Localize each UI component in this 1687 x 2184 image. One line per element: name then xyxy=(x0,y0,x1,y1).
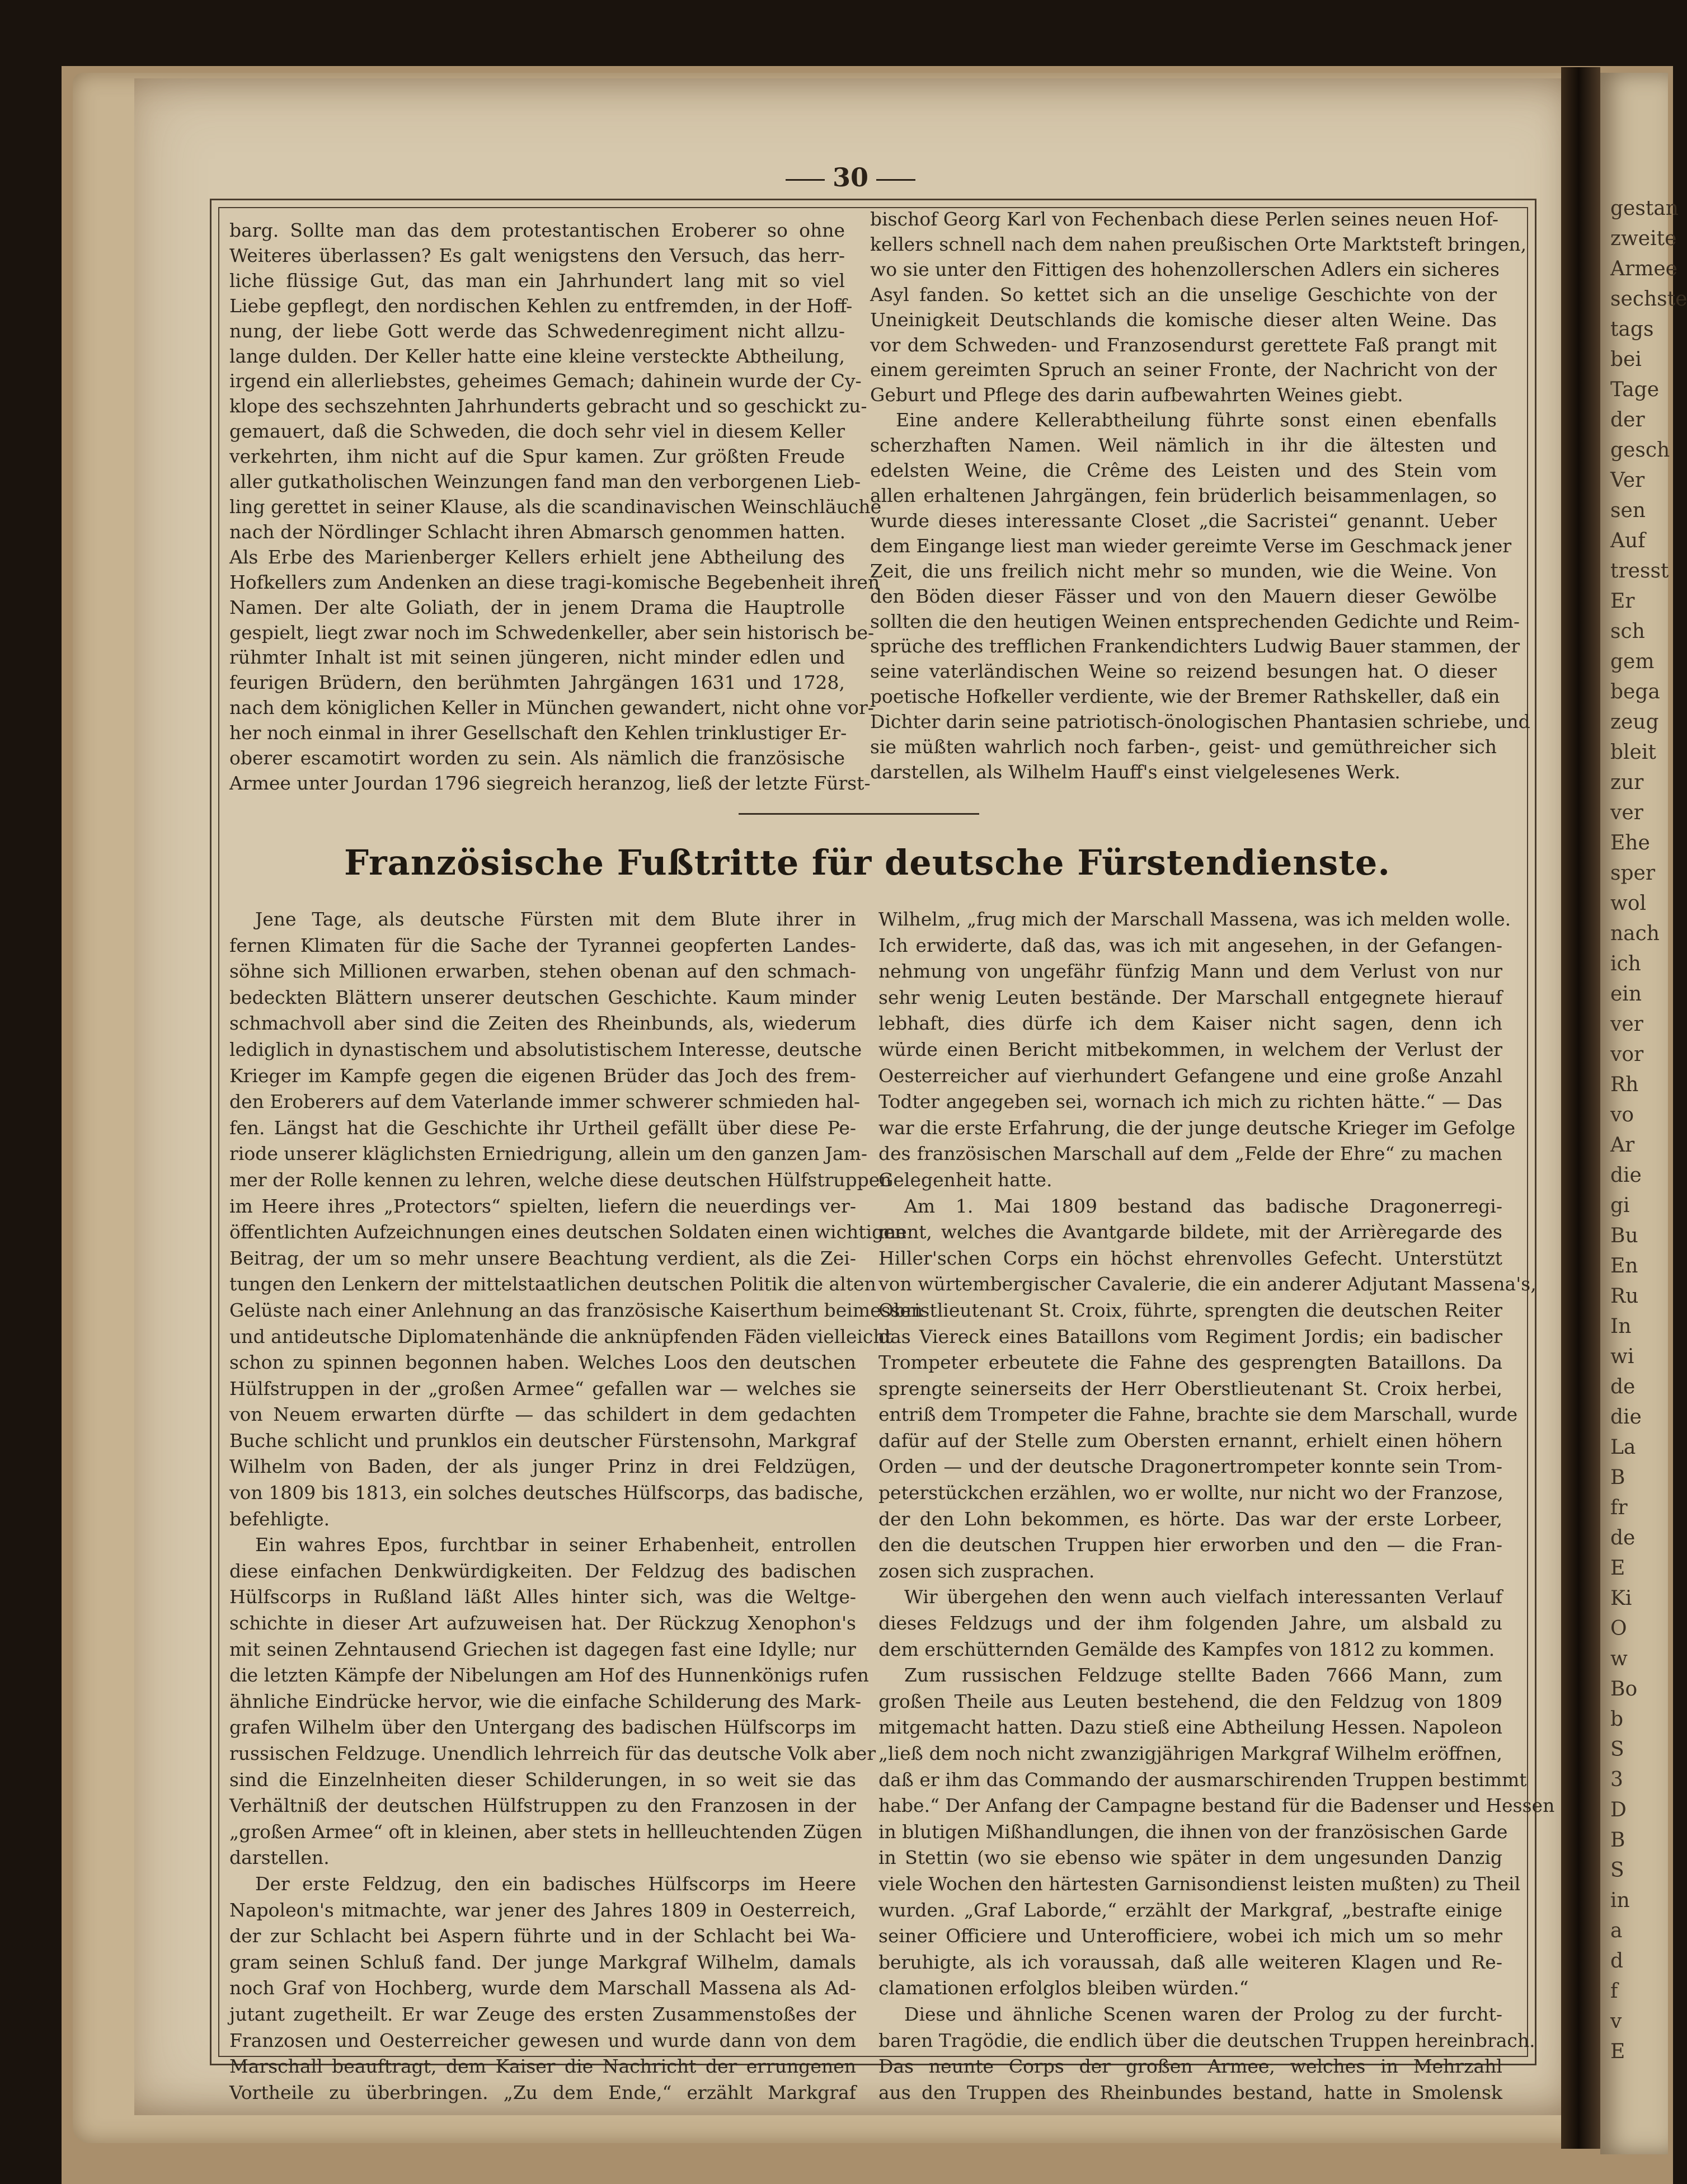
text-line: wo sie unter den Fittigen des hohenzollerschen Adlers ein sicheres xyxy=(870,258,1500,280)
text-line: aller gutkatholischen Weinzungen fand man den verborgenen Lieb- xyxy=(229,471,861,493)
text-line: clamationen erfolglos bleiben würden.“ xyxy=(878,1977,1249,1999)
text-line: Oesterreicher auf vierhundert Gefangene und eine große Anzahl xyxy=(878,1064,1502,1087)
text-line: der zur Schlacht bei Aspern führte und in der Schlacht bei Wa- xyxy=(229,1925,856,1947)
text-line: Als Erbe des Marienberger Kellers erhielt jene Abtheilung des xyxy=(229,546,845,568)
facing-page-word: O xyxy=(1610,1617,1627,1640)
text-line: russischen Feldzuge. Unendlich lehrreich für das deutsche Volk aber xyxy=(229,1742,876,1764)
facing-page-word: Tage xyxy=(1610,378,1660,401)
text-line: sprüche des trefflichen Frankendichters Ludwig Bauer stammen, der xyxy=(870,635,1520,657)
text-line: Obristlieutenant St. Croix, führte, sprengten die deutschen Reiter xyxy=(878,1299,1502,1321)
facing-page-word: D xyxy=(1610,1798,1627,1821)
upper-left-column xyxy=(229,218,882,796)
text-line: Armee unter Jourdan 1796 siegreich heranzog, ließ der letzte Fürst- xyxy=(229,772,871,794)
facing-page-word: En xyxy=(1610,1255,1638,1277)
facing-page-word: Ar xyxy=(1610,1134,1635,1157)
text-line: gemauert, daß die Schweden, die doch sehr viel in diesem Keller xyxy=(229,420,845,443)
text-line: seine vaterländischen Weine so reizend besungen hat. O dieser xyxy=(870,660,1497,683)
text-line: sollten die den heutigen Weinen entsprechenden Gedichte und Reim- xyxy=(870,610,1520,632)
text-line: und antideutsche Diplomatenhände die anknüpfenden Fäden vielleicht xyxy=(229,1325,892,1347)
lower-right-column xyxy=(878,907,1555,2106)
text-line: scherzhaften Namen. Weil nämlich in ihr die ältesten und xyxy=(870,434,1497,457)
text-line: viele Wochen den härtesten Garnisondienst leisten mußten) zu Theil xyxy=(878,1872,1521,1895)
facing-page-word: ich xyxy=(1610,952,1641,975)
facing-page-word: die xyxy=(1610,1164,1642,1187)
facing-page-word: bega xyxy=(1610,680,1660,703)
facing-page-word: S xyxy=(1610,1738,1624,1761)
text-line: Der erste Feldzug, den ein badisches Hülfscorps im Heere xyxy=(255,1872,856,1895)
text-line: nehmung von ungefähr fünfzig Mann und dem Verlust von nur xyxy=(878,960,1502,983)
facing-page-word: Armee xyxy=(1610,257,1677,280)
facing-page-word: nach xyxy=(1610,922,1660,945)
text-line: schon zu spinnen begonnen haben. Welches Loos den deutschen xyxy=(229,1351,856,1374)
text-line: beruhigte, als ich voraussah, daß alle weiteren Klagen und Re- xyxy=(878,1951,1502,1973)
text-line: barg. Sollte man das dem protestantischen Eroberer so ohne xyxy=(229,219,845,241)
text-line: aus den Truppen des Rheinbundes bestand, hatte in Smolensk xyxy=(878,2081,1502,2103)
facing-page-word: B xyxy=(1610,1829,1625,1852)
facing-page-word: b xyxy=(1610,1708,1624,1731)
text-line: Liebe gepflegt, den nordischen Kehlen zu entfremden, in der Hoff- xyxy=(229,294,853,317)
text-line: Wilhelm von Baden, der als junger Prinz in drei Feldzügen, xyxy=(229,1455,856,1478)
facing-page-word: S xyxy=(1610,1859,1624,1882)
text-line: söhne sich Millionen erwarben, stehen obenan auf den schmach- xyxy=(229,960,856,983)
facing-page-word: 3 xyxy=(1610,1768,1623,1791)
text-line: der den Lohn bekommen, es hörte. Das war der erste Lorbeer, xyxy=(878,1507,1502,1530)
facing-page-word: Ver xyxy=(1610,469,1645,492)
text-line: Verhältniß der deutschen Hülfstruppen zu den Franzosen in der xyxy=(229,1795,856,1817)
text-line: mitgemacht hatten. Dazu stieß eine Abtheilung Hessen. Napoleon xyxy=(878,1716,1502,1739)
text-line: lange dulden. Der Keller hatte eine kleine versteckte Abtheilung, xyxy=(229,345,845,367)
text-line: Hülfscorps in Rußland läßt Alles hinter sich, was die Weltge- xyxy=(229,1586,856,1608)
text-line: allen erhaltenen Jahrgängen, fein brüderlich beisammenlagen, so xyxy=(870,484,1497,506)
text-line: bischof Georg Karl von Fechenbach diese Perlen seines neuen Hof- xyxy=(870,208,1499,230)
facing-page-word: E xyxy=(1610,2040,1625,2063)
text-line: Ein wahres Epos, furchtbar in seiner Erhabenheit, entrollen xyxy=(255,1534,856,1556)
facing-page-word: In xyxy=(1610,1315,1632,1338)
text-line: von 1809 bis 1813, ein solches deutsches Hülfscorps, das badische, xyxy=(229,1482,864,1504)
text-line: Asyl fanden. So kettet sich an die unselige Geschichte von der xyxy=(870,283,1497,306)
article-title: Französische Fußtritte für deutsche Fürstendienste. xyxy=(344,842,1390,883)
facing-page-word: sen xyxy=(1610,499,1646,522)
text-line: „ließ dem noch nicht zwanzigjährigen Markgraf Wilhelm eröffnen, xyxy=(878,1742,1502,1764)
facing-page-word: sper xyxy=(1610,862,1656,885)
text-line: Trompeter erbeutete die Fahne des gesprengten Bataillons. Da xyxy=(878,1351,1502,1374)
text-line: liche flüssige Gut, das man ein Jahrhundert lang mit so viel xyxy=(229,269,845,292)
text-line: bedeckten Blättern unserer deutschen Geschichte. Kaum minder xyxy=(229,986,856,1008)
text-line: von Neuem erwarten dürfte — das schildert in dem gedachten xyxy=(229,1403,856,1426)
text-line: Am 1. Mai 1809 bestand das badische Dragonerregi- xyxy=(904,1195,1502,1217)
facing-page-word: gem xyxy=(1610,650,1655,673)
upper-right-column xyxy=(870,207,1530,785)
text-line: grafen Wilhelm über den Untergang des badischen Hülfscorps im xyxy=(229,1716,856,1739)
text-line: gram seinen Schluß fand. Der junge Markgraf Wilhelm, damals xyxy=(229,1951,856,1973)
text-line: würde einen Bericht mitbekommen, in welchem der Verlust der xyxy=(878,1038,1502,1060)
text-line: wurden. „Graf Laborde,“ erzählt der Markgraf, „bestrafte einige xyxy=(878,1899,1502,1921)
text-line: rühmter Inhalt ist mit seinen jüngeren, nicht minder edlen und xyxy=(229,646,845,669)
text-line: Namen. Der alte Goliath, der in jenem Drama die Hauptrolle xyxy=(229,596,845,618)
text-line: darstellen, als Wilhelm Hauff's einst vielgelesenes Werk. xyxy=(870,760,1401,783)
text-line: diese einfachen Denkwürdigkeiten. Der Feldzug des badischen xyxy=(229,1560,856,1582)
text-line: baren Tragödie, die endlich über die deutschen Truppen hereinbrach. xyxy=(878,2029,1535,2051)
facing-page-word: tresst xyxy=(1610,560,1669,583)
text-line: den Eroberers auf dem Vaterlande immer schwerer schmieden hal- xyxy=(229,1091,861,1113)
text-line: nung, der liebe Gott werde das Schwedenregiment nicht allzu- xyxy=(229,320,845,342)
text-line: Ich erwiderte, daß das, was ich mit angesehen, in der Gefangen- xyxy=(878,934,1502,956)
facing-page-word: Ehe xyxy=(1610,832,1650,854)
text-line: ähnliche Eindrücke hervor, wie die einfache Schilderung des Mark- xyxy=(229,1690,862,1712)
text-line: sie müßten wahrlich noch farben-, geist- und gemüthreicher sich xyxy=(870,736,1497,758)
text-line: schichte in dieser Art aufzuweisen hat. Der Rückzug Xenophon's xyxy=(229,1612,856,1635)
text-line: entriß dem Trompeter die Fahne, brachte sie dem Marschall, wurde xyxy=(878,1403,1518,1426)
facing-page-word: Ki xyxy=(1610,1587,1632,1610)
facing-page-word: sechste xyxy=(1610,288,1687,311)
text-line: dem erschütternden Gemälde des Kampfes von 1812 zu kommen. xyxy=(878,1638,1495,1660)
text-line: befehligte. xyxy=(229,1507,330,1530)
text-line: dieses Feldzugs und der ihm folgenden Jahre, um alsbald zu xyxy=(878,1612,1502,1635)
text-line: im Heere ihres „Protectors“ spielten, liefern die neuerdings ver- xyxy=(229,1195,856,1217)
facing-page-word: wi xyxy=(1610,1345,1634,1368)
facing-page-word: de xyxy=(1610,1375,1636,1398)
facing-page-word: B xyxy=(1610,1466,1625,1489)
text-line: fernen Klimaten für die Sache der Tyrannei geopferten Landes- xyxy=(229,934,856,956)
facing-page-word: Ru xyxy=(1610,1285,1639,1308)
facing-page-word: tags xyxy=(1610,318,1654,341)
text-line: klope des sechszehnten Jahrhunderts gebracht und so geschickt zu- xyxy=(229,395,867,417)
text-line: Gelüste nach einer Anlehnung an das französische Kaiserthum beimessen xyxy=(229,1299,923,1321)
facing-page-word: in xyxy=(1610,1889,1630,1912)
facing-page-word: vor xyxy=(1610,1043,1644,1066)
text-line: den Böden dieser Fässer und von den Mauern dieser Gewölbe xyxy=(870,585,1497,607)
text-line: Orden — und der deutsche Dragonertrompeter konnte sein Trom- xyxy=(878,1455,1502,1478)
text-line: Zeit, die uns freilich nicht mehr so munden, wie die Weine. Von xyxy=(870,560,1497,582)
text-line: Todter angegeben sei, wornach ich mich zu richten hätte.“ — Das xyxy=(878,1091,1502,1113)
text-line: Weiteres überlassen? Es galt wenigstens den Versuch, das herr- xyxy=(229,244,845,266)
facing-page-word: Bo xyxy=(1610,1678,1638,1701)
lower-left-column xyxy=(229,907,923,2106)
text-line: irgend ein allerliebstes, geheimes Gemach; dahinein wurde der Cy- xyxy=(229,370,862,392)
facing-page-word: die xyxy=(1610,1406,1642,1429)
text-line: edelsten Weine, die Crême des Leisten und des Stein vom xyxy=(870,459,1497,482)
text-line: Vortheile zu überbringen. „Zu dem Ende,“ erzählt Markgraf xyxy=(229,2081,856,2103)
text-line: Diese und ähnliche Scenen waren der Prolog zu der furcht- xyxy=(904,2003,1502,2025)
facing-page-word: Bu xyxy=(1610,1224,1638,1247)
text-line: die letzten Kämpfe der Nibelungen am Hof des Hunnenkönigs rufen xyxy=(229,1664,869,1687)
facing-page-word: vo xyxy=(1610,1103,1634,1126)
text-line: lediglich in dynastischem und absolutistischem Interesse, deutsche xyxy=(229,1038,862,1060)
text-line: vor dem Schweden- und Franzosendurst gerettete Faß prangt mit xyxy=(870,334,1497,356)
text-line: Jene Tage, als deutsche Fürsten mit dem Blute ihrer in xyxy=(255,908,856,930)
text-line: noch Graf von Hochberg, wurde dem Marschall Massena als Ad- xyxy=(229,1977,856,1999)
facing-page-word: fr xyxy=(1610,1496,1628,1519)
text-line: ling gerettet in seiner Klause, als die scandinavischen Weinschläuche xyxy=(229,495,882,518)
facing-page-word: Auf xyxy=(1610,529,1646,552)
text-line: „großen Armee“ oft in kleinen, aber stets in hellleuchtenden Zügen xyxy=(229,1820,863,1843)
text-line: sind die Einzelnheiten dieser Schilderungen, in so weit sie das xyxy=(229,1768,856,1791)
facing-page-word: ver xyxy=(1610,1013,1643,1036)
facing-page-word: E xyxy=(1610,1557,1625,1580)
text-line: Dichter darin seine patriotisch-önologischen Phantasien schriebe, und xyxy=(870,711,1530,733)
text-line: seiner Officiere und Unterofficiere, wobei ich mich um so mehr xyxy=(878,1925,1502,1947)
text-line: Franzosen und Oesterreicher gewesen und wurde dann von dem xyxy=(229,2029,856,2051)
text-line: verkehrten, ihm nicht auf die Spur kamen. Zur größten Freude xyxy=(229,445,845,468)
text-line: Krieger im Kampfe gegen die eigenen Brüder das Joch des frem- xyxy=(229,1064,856,1087)
facing-page-word: zeug xyxy=(1610,711,1659,734)
facing-page-word: La xyxy=(1610,1436,1636,1459)
text-line: riode unserer kläglichsten Erniedrigung, allein um den ganzen Jam- xyxy=(229,1143,868,1165)
facing-page-word: zur xyxy=(1610,771,1644,794)
facing-page-word: f xyxy=(1610,1980,1618,2003)
page-number: 30 xyxy=(767,162,934,196)
text-line: kellers schnell nach dem nahen preußischen Orte Marktsteft bringen, xyxy=(870,233,1527,255)
text-line: den die deutschen Truppen hier erworben und den — die Fran- xyxy=(878,1534,1502,1556)
text-line: einem gereimten Spruch an seiner Fronte, der Nachricht von der xyxy=(870,359,1497,381)
text-line: Wir übergehen den wenn auch vielfach interessanten Verlauf xyxy=(904,1586,1502,1608)
text-line: Uneinigkeit Deutschlands die komische dieser alten Weine. Das xyxy=(870,308,1497,331)
text-line: wurde dieses interessante Closet „die Sacristei“ genannt. Ueber xyxy=(870,509,1497,532)
text-line: Beitrag, der um so mehr unsere Beachtung verdient, als die Zei- xyxy=(229,1247,856,1269)
text-line: großen Theile aus Leuten bestehend, die den Feldzug von 1809 xyxy=(878,1690,1502,1712)
facing-page-word: ein xyxy=(1610,983,1642,1006)
facing-page-word: sch xyxy=(1610,620,1645,643)
text-line: her noch einmal in ihrer Gesellschaft den Kehlen trinklustiger Er- xyxy=(229,722,847,744)
facing-page-word: Er xyxy=(1610,590,1635,613)
text-line: peterstückchen erzählen, wo er wollte, nur nicht wo der Franzose, xyxy=(878,1482,1503,1504)
text-line: war die erste Erfahrung, die der junge deutsche Krieger im Gefolge xyxy=(878,1116,1516,1139)
text-line: Hülfstruppen in der „großen Armee“ gefallen war — welches sie xyxy=(229,1377,856,1399)
facing-page-fragment xyxy=(1600,73,1687,2154)
facing-page-word: ver xyxy=(1610,801,1643,824)
text-line: dafür auf der Stelle zum Obersten ernannt, erhielt einen höhern xyxy=(878,1429,1502,1452)
text-line: nach dem königlichen Keller in München gewandert, nicht ohne vor- xyxy=(229,697,874,719)
text-line: jutant zugetheilt. Er war Zeuge des ersten Zusammenstoßes der xyxy=(229,2003,856,2025)
facing-page-word: gesch xyxy=(1610,439,1670,462)
facing-page-word: zweite xyxy=(1610,227,1677,250)
text-line: Eine andere Kellerabtheilung führte sonst einen ebenfalls xyxy=(896,409,1497,431)
text-line: darstellen. xyxy=(229,1847,330,1869)
text-line: tungen den Lenkern der mittelstaatlichen deutschen Politik die alten xyxy=(229,1273,876,1295)
text-line: oberer escamotirt worden zu sein. Als nämlich die französische xyxy=(229,747,845,769)
text-line: habe.“ Der Anfang der Campagne bestand für die Badenser und Hessen xyxy=(878,1795,1555,1817)
text-line: gespielt, liegt zwar noch im Schwedenkeller, aber sein historisch be- xyxy=(229,621,875,644)
facing-page-word: a xyxy=(1610,1919,1623,1942)
text-line: dem Eingange liest man wieder gereimte Verse im Geschmack jener xyxy=(870,534,1512,557)
text-line: mer der Rolle kennen zu lehren, welche diese deutschen Hülfstruppen xyxy=(229,1168,892,1191)
text-line: schmachvoll aber sind die Zeiten des Rheinbunds, als, wiederum xyxy=(229,1012,856,1035)
facing-page-word: der xyxy=(1610,408,1645,431)
text-line: Hiller'schen Corps ein höchst ehrenvolles Gefecht. Unterstützt xyxy=(878,1247,1502,1269)
facing-page-word: de xyxy=(1610,1527,1636,1549)
text-line: lebhaft, dies dürfe ich dem Kaiser nicht sagen, denn ich xyxy=(878,1012,1502,1035)
facing-page-word: v xyxy=(1610,2010,1622,2033)
text-line: Geburt und Pflege des darin aufbewahrten Weines giebt. xyxy=(870,384,1403,406)
facing-page-word: w xyxy=(1610,1647,1628,1670)
text-line: Hofkellers zum Andenken an diese tragi-komische Begebenheit ihren xyxy=(229,571,880,593)
text-line: poetische Hofkeller verdiente, wie der Bremer Rathskeller, daß ein xyxy=(870,685,1500,708)
text-line: des französischen Marschall auf dem „Felde der Ehre“ zu machen xyxy=(878,1143,1502,1165)
facing-page-word: bei xyxy=(1610,348,1642,371)
facing-page-word: bleit xyxy=(1610,741,1656,764)
text-line: von würtembergischer Cavalerie, die ein anderer Adjutant Massena's, xyxy=(878,1273,1536,1295)
text-line: mit seinen Zehntausend Griechen ist dagegen fast eine Idylle; nur xyxy=(229,1638,856,1660)
text-line: in Stettin (wo sie ebenso wie später in dem ungesunden Danzig xyxy=(878,1847,1502,1869)
text-line: nach der Nördlinger Schlacht ihren Abmarsch genommen hatten. xyxy=(229,520,846,543)
text-line: daß er ihm das Commando der ausmarschirenden Truppen bestimmt xyxy=(878,1768,1527,1791)
text-line: Gelegenheit hatte. xyxy=(878,1168,1052,1191)
text-line: in blutigen Mißhandlungen, die ihnen von der französischen Garde xyxy=(878,1820,1508,1843)
text-line: sprengte seinerseits der Herr Oberstlieutenant St. Croix herbei, xyxy=(878,1377,1502,1399)
text-line: Buche schlicht und prunklos ein deutscher Fürstensohn, Markgraf xyxy=(229,1429,856,1452)
facing-page-word: wol xyxy=(1610,892,1647,915)
text-line: fen. Längst hat die Geschichte ihr Urtheil gefällt über diese Pe- xyxy=(229,1116,856,1139)
text-line: Das neunte Corps der großen Armee, welches in Mehrzahl xyxy=(878,2055,1502,2078)
text-line: Wilhelm, „frug mich der Marschall Massena, was ich melden wolle. xyxy=(878,908,1511,930)
text-line: zosen sich zusprachen. xyxy=(878,1560,1095,1582)
facing-page-word: Rh xyxy=(1610,1073,1639,1096)
facing-page-word: gestan xyxy=(1610,197,1679,220)
text-line: feurigen Brüdern, den berühmten Jahrgängen 1631 und 1728, xyxy=(229,671,845,694)
section-divider xyxy=(739,813,979,815)
text-line: Napoleon's mitmachte, war jener des Jahres 1809 in Oesterreich, xyxy=(229,1899,856,1921)
text-line: Marschall beauftragt, dem Kaiser die Nachricht der errungenen xyxy=(229,2055,856,2078)
facing-page-word: gi xyxy=(1610,1194,1630,1217)
text-line: sehr wenig Leuten bestände. Der Marschall entgegnete hierauf xyxy=(878,986,1502,1008)
text-line: das Viereck eines Bataillons vom Regiment Jordis; ein badischer xyxy=(878,1325,1502,1347)
facing-page-word: d xyxy=(1610,1950,1624,1972)
text-line: ment, welches die Avantgarde bildete, mit der Arrièregarde des xyxy=(878,1221,1502,1243)
text-line: Zum russischen Feldzuge stellte Baden 7666 Mann, zum xyxy=(904,1664,1502,1687)
book-gutter xyxy=(1561,67,1600,2149)
text-line: öffentlichten Aufzeichnungen eines deutschen Soldaten einen wichtigen xyxy=(229,1221,907,1243)
